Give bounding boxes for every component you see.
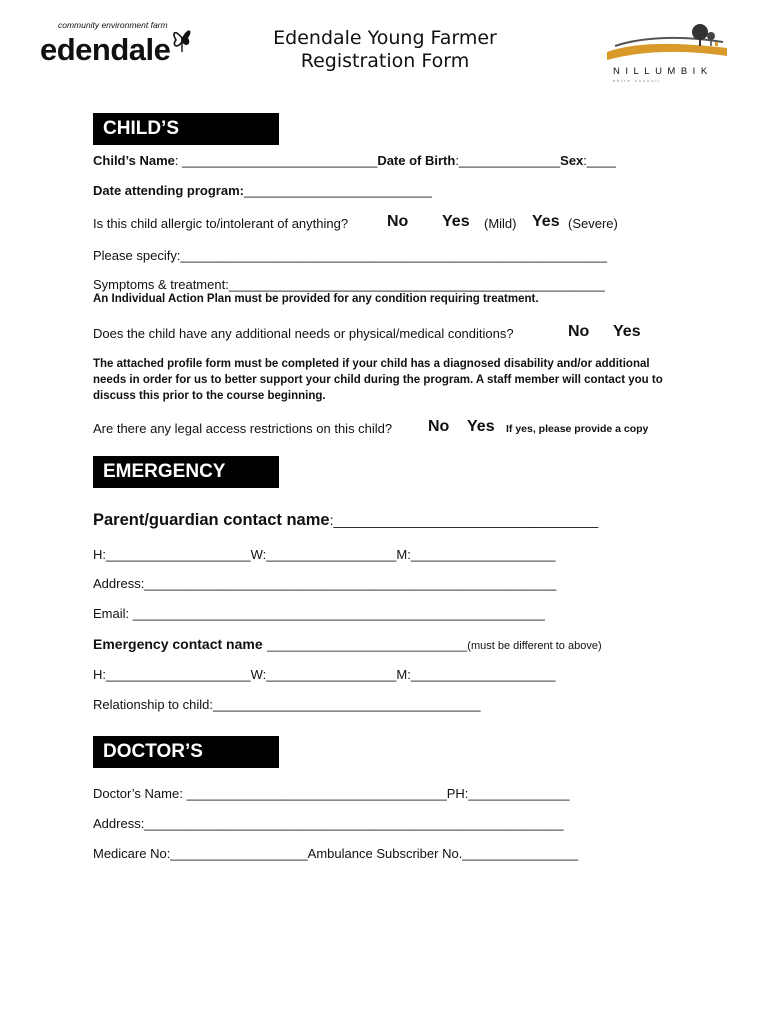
nillumbik-sub: shire council xyxy=(613,78,662,83)
parent-contact-field[interactable]: :__________________________________ xyxy=(329,512,599,528)
additional-needs-question: Does the child have any additional needs or physical/medical conditions? xyxy=(93,326,514,341)
relationship-field[interactable]: Relationship to child:_____________________________________ xyxy=(93,697,481,712)
legal-access-question: Are there any legal access restrictions on this child? xyxy=(93,421,393,436)
sex-field[interactable]: :____ xyxy=(583,153,616,168)
parent-contact-row xyxy=(93,511,598,530)
section-doctor-heading: DOCTOR’S xyxy=(93,736,279,768)
allergy-yes-severe-option[interactable]: Yes xyxy=(532,213,560,230)
profile-form-note: The attached profile form must be completed if your child has a diagnosed disability and/or additional needs in order for us to better support your child during the program. A staff member will contact you to discuss this prior to the course beginning. xyxy=(93,358,663,402)
edendale-logo xyxy=(40,20,200,80)
legal-copy-note: If yes, please provide a copy xyxy=(506,423,649,435)
date-attending-label: Date attending program: xyxy=(93,183,244,198)
form-title-line1: Edendale Young Farmer xyxy=(273,27,497,49)
parent-contact-label: Parent/guardian contact name xyxy=(93,511,330,529)
nillumbik-logo xyxy=(605,22,735,84)
legal-yes-option[interactable]: Yes xyxy=(467,418,495,435)
allergy-no-option[interactable]: No xyxy=(387,213,409,230)
child-name-label: Child’s Name xyxy=(93,153,175,168)
form-title xyxy=(250,27,520,73)
allergy-question: Is this child allergic to/intolerant of anything? xyxy=(93,216,349,231)
sex-label: Sex xyxy=(560,153,584,168)
emergency-contact-note: (must be different to above) xyxy=(467,640,602,652)
date-attending-field[interactable]: __________________________ xyxy=(243,183,432,198)
section-emergency-heading: EMERGENCY xyxy=(93,456,279,488)
child-name-field[interactable]: : ___________________________ xyxy=(174,153,378,168)
parent-email-field[interactable]: Email: _________________________________________________________ xyxy=(93,606,545,621)
butterfly-icon xyxy=(170,24,194,54)
needs-no-option[interactable]: No xyxy=(568,323,590,340)
dob-field[interactable]: :______________ xyxy=(455,153,561,168)
section-child-heading: CHILD’S xyxy=(93,113,279,145)
logo-name: edendale xyxy=(40,32,171,67)
please-specify-field[interactable]: Please specify:___________________________________________________________ xyxy=(93,248,608,263)
symptoms-treatment-field[interactable]: Symptoms & treatment:____________________________________________________ xyxy=(93,277,605,292)
action-plan-note: An Individual Action Plan must be provided for any condition requiring treatment. xyxy=(93,293,539,305)
allergy-severe-label: (Severe) xyxy=(568,216,618,231)
form-title-line2: Registration Form xyxy=(300,50,470,72)
child-name-row xyxy=(93,153,616,168)
doctor-address-field[interactable]: Address:__________________________________________________________ xyxy=(93,816,564,831)
logo-tagline: community environment farm xyxy=(58,20,168,30)
doctor-name-phone-field[interactable]: Doctor’s Name: ____________________________________PH:______________ xyxy=(93,786,570,801)
needs-yes-option[interactable]: Yes xyxy=(613,323,641,340)
dob-label: Date of Birth xyxy=(377,153,456,168)
legal-no-option[interactable]: No xyxy=(428,418,450,435)
date-attending-row xyxy=(93,183,432,198)
parent-address-field[interactable]: Address:_________________________________________________________ xyxy=(93,576,557,591)
emergency-contact-field[interactable]: ______________________________ xyxy=(267,638,468,652)
nillumbik-name: NILLUMBIK xyxy=(613,66,713,77)
emergency-contact-label: Emergency contact name xyxy=(93,636,263,652)
tree-landscape-icon xyxy=(605,22,730,64)
allergy-yes-mild-option[interactable]: Yes xyxy=(442,213,470,230)
parent-phones-field[interactable]: H:____________________W:__________________M:____________________ xyxy=(93,547,556,562)
medicare-ambulance-field[interactable]: Medicare No:___________________Ambulance Subscriber No.________________ xyxy=(93,846,578,861)
emergency-phones-field[interactable]: H:____________________W:__________________M:____________________ xyxy=(93,667,556,682)
allergy-mild-label: (Mild) xyxy=(484,216,517,231)
emergency-contact-row xyxy=(93,636,602,654)
